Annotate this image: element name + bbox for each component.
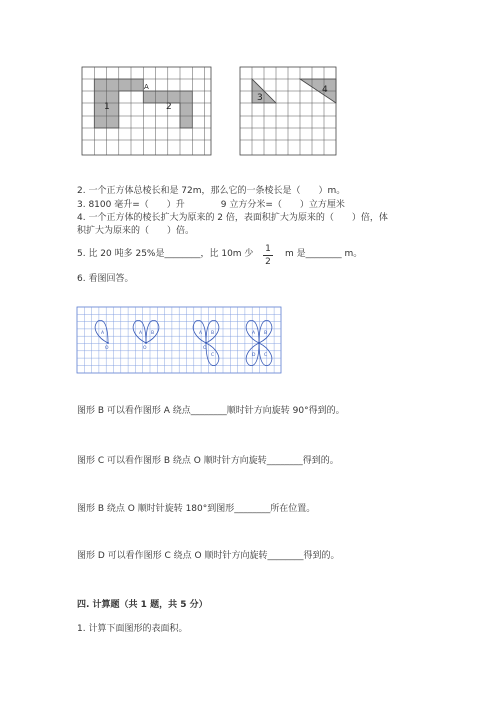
fraction <box>263 244 273 267</box>
petal-c-label-3: C <box>211 353 215 358</box>
center-o-dot-1 <box>107 342 109 344</box>
sub-question-1: 图形 B 可以看作图形 A 绕点________顺时针方向旋转 90°得到的。 <box>77 406 345 416</box>
sub-question-4: 图形 D 可以看作图形 C 绕点 O 顺时针方向旋转________得到的。 <box>77 551 340 561</box>
calc-question-1: 1. 计算下面图形的表面积。 <box>77 624 188 634</box>
question-5-prefix: 5. 比 20 吨多 25%是________，比 10m 少 <box>77 249 254 259</box>
center-o-label-2: O <box>143 346 147 351</box>
fraction-bar <box>263 255 273 256</box>
petal-a-label-4: A <box>252 331 256 336</box>
fraction-denominator: 2 <box>265 257 271 267</box>
point-a-label: A <box>144 83 149 91</box>
petal-d-label-4: D <box>252 353 256 358</box>
sub-question-3: 图形 B 绕点 O 顺时针旋转 180°到图形________所在位置。 <box>77 504 316 514</box>
center-o-dot-2 <box>145 342 147 344</box>
question-3: 3. 8100 毫升=（ ）升 9 立方分米=（ ）立方厘米 <box>77 200 345 210</box>
center-o-dot-3 <box>205 342 207 344</box>
center-o-label-3: O <box>203 346 207 351</box>
right-grid <box>240 67 336 155</box>
petal-a-label-2: A <box>139 331 143 336</box>
fraction-numerator: 1 <box>265 244 271 254</box>
petal-a-label-3: A <box>199 331 203 336</box>
left-grid <box>82 67 211 155</box>
question-5-suffix: m 是________ m。 <box>285 249 363 259</box>
shape-3-label: 3 <box>257 93 263 103</box>
shape-2-label: 2 <box>166 102 172 112</box>
petal-b-label-2: B <box>151 331 155 336</box>
petal-a-label-1: A <box>101 331 105 336</box>
center-o-dot-4 <box>258 342 260 344</box>
shape-4-label: 4 <box>322 85 328 95</box>
grid-figure-top <box>80 65 340 157</box>
rotation-grid-figure <box>76 306 282 374</box>
petal-c-label-4: C <box>264 353 268 358</box>
shape-1-label: 1 <box>104 102 110 112</box>
section-4-heading: 四. 计算题（共 1 题，共 5 分） <box>77 600 208 610</box>
question-4-line-2: 积扩大为原来的（ ）倍。 <box>77 226 195 236</box>
question-4-line-1: 4. 一个正方体的棱长扩大为原来的 2 倍，表面积扩大为原来的（ ）倍，体 <box>77 213 388 223</box>
petal-b-label-3: B <box>211 331 215 336</box>
question-6: 6. 看图回答。 <box>77 274 134 284</box>
center-o-label-1: O <box>105 346 109 351</box>
petal-b-label-4: B <box>264 331 268 336</box>
sub-question-2: 图形 C 可以看作图形 B 绕点 O 顺时针方向旋转________得到的。 <box>77 456 339 466</box>
question-2: 2. 一个正方体总棱长和是 72m，那么它的一条棱长是（ ）m。 <box>77 186 346 196</box>
